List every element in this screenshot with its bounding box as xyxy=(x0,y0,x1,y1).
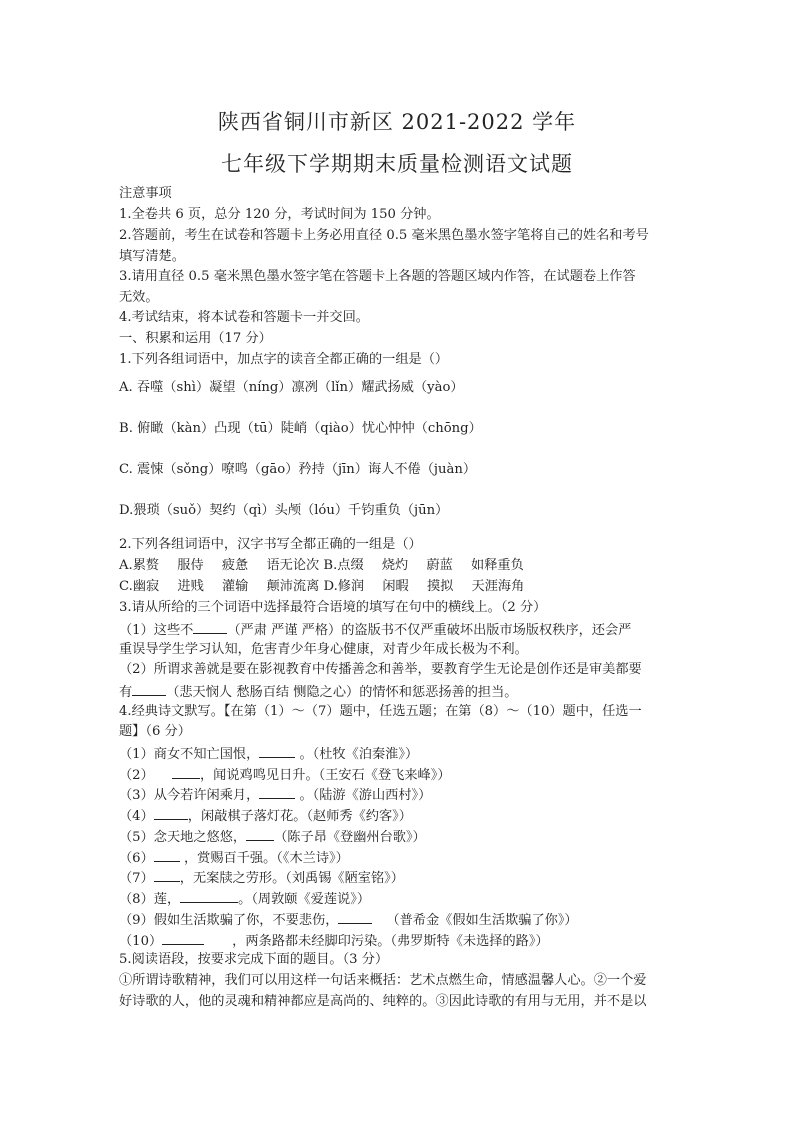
q3-text: （严肃 严谨 严格）的盗版书不仅严重破坏出版市场版权秩序，还会严 xyxy=(227,623,632,638)
note-4: 4.考试结束，将本试卷和答题卡一并交回。 xyxy=(119,310,369,325)
q2-word: 语无论次 B.点缀 xyxy=(266,558,364,573)
answer-blank[interactable] xyxy=(259,786,295,799)
q1-stem: 1.下列各组词语中，加点字的读音全都正确的一组是（） xyxy=(119,352,449,367)
answer-blank[interactable] xyxy=(154,807,188,820)
q4-item-7 xyxy=(119,869,404,887)
q4-text: （7） xyxy=(119,871,154,886)
q2-word: 进贱 xyxy=(177,579,204,594)
q2-word: A.累赘 xyxy=(119,558,160,573)
q4-item-6 xyxy=(119,849,349,867)
q3-part1b: 重误导学生学习认知，危害青少年身心健康，对青少年成长极为不利。 xyxy=(119,642,528,657)
q4-item-2 xyxy=(119,766,451,784)
answer-blank[interactable] xyxy=(154,869,180,882)
answer-blank[interactable] xyxy=(338,911,372,924)
q4-text: ，两条路都未经脚印污染。（弗罗斯特《未选择的路》） xyxy=(232,934,549,949)
q4-text: ，无案牍之劳形。（刘禹锡《陋室铭》） xyxy=(179,871,404,886)
q4-text: （普希金《假如生活欺骗了你》） xyxy=(386,913,578,928)
q2-word: 疲惫 xyxy=(221,558,249,573)
q4-text: （9）假如生活欺骗了你，不要悲伤， xyxy=(119,913,339,928)
q4-text: （4） xyxy=(119,809,154,824)
note-2a: 2.答题前，考生在试卷和答题卡上务必用直径 0.5 毫米黑色墨水签字笔将自己的姓名和考号 xyxy=(119,228,649,243)
q2-stem: 2.下列各组词语中，汉字书写全都正确的一组是（） xyxy=(119,537,422,552)
q5-passage-line1: ①所谓诗歌精神，我们可以用这样一句话来概括：艺术点燃生命，情感温馨人心。②一个爱 xyxy=(119,973,647,988)
q3-stem: 3.请从所给的三个词语中选择最符合语境的填写在句中的横线上。（2 分） xyxy=(119,600,547,615)
q2-word: 蔚蓝 xyxy=(426,558,453,573)
q4-stem-b: 题】（6 分） xyxy=(119,724,191,739)
q4-text: （5）念天地之悠悠， xyxy=(119,830,247,845)
q5-stem: 5.阅读语段，按要求完成下面的题目。（3 分） xyxy=(119,952,389,967)
answer-blank[interactable] xyxy=(172,766,200,779)
q2-row-cd xyxy=(119,579,538,595)
q4-text: 。（陆游《游山西村》） xyxy=(295,788,432,803)
q4-text: ，赏赐百千强。（《木兰诗》） xyxy=(179,851,349,866)
q3-text: 有 xyxy=(119,685,133,700)
answer-blank[interactable] xyxy=(180,890,238,903)
answer-blank[interactable] xyxy=(132,683,166,696)
q2-word: 天涯海角 xyxy=(471,579,525,594)
q4-text: （8）莲， xyxy=(119,892,181,907)
notes-heading: 注意事项 xyxy=(119,186,172,201)
q4-stem-a: 4.经典诗文默写。【在第（1）～（7）题中，任选五题；在第（8）～（10）题中，任选一 xyxy=(119,704,642,719)
q4-text: （6） xyxy=(119,851,154,866)
q3-text: （1）这些不 xyxy=(119,623,194,638)
q4-item-5 xyxy=(119,828,426,846)
exam-title-line2: 七年级下学期期末质量检测语文试题 xyxy=(221,152,573,176)
q2-word: 烧灼 xyxy=(381,558,409,573)
q2-word: 闲暇 xyxy=(382,579,409,594)
q4-item-1 xyxy=(119,745,418,763)
q1-option-b: B. 俯瞰（kàn）凸现（tū）陡峭（qiào）忧心忡忡（chōng） xyxy=(119,421,482,436)
q1-option-c: C. 震悚（sǒng）嘹鸣（gāo）矜持（jīn）诲人不倦（juàn） xyxy=(119,462,477,477)
note-2b: 填写清楚。 xyxy=(119,249,185,264)
q3-text: （悲天悯人 愁肠百结 恻隐之心）的情怀和惩恶扬善的担当。 xyxy=(166,685,518,700)
q4-text: （1）商女不知亡国恨， xyxy=(119,747,260,762)
q2-word: 灌输 xyxy=(221,579,249,594)
q4-item-10 xyxy=(119,932,549,950)
answer-blank[interactable] xyxy=(259,745,295,758)
section-heading: 一、积累和运用（17 分） xyxy=(119,331,272,346)
q3-part2a: （2）所谓求善就是要在影视教育中传播善念和善举，要教育学生无论是创作还是审美都要 xyxy=(119,662,642,677)
answer-blank[interactable] xyxy=(154,849,180,862)
q4-text: （10） xyxy=(119,934,163,949)
q2-word: 服侍 xyxy=(177,558,204,573)
q3-part2b xyxy=(119,683,517,701)
q2-row-ab xyxy=(119,558,538,574)
q2-word: 摸拟 xyxy=(426,579,454,594)
q4-item-4 xyxy=(119,807,412,825)
note-1: 1.全卷共 6 页，总分 120 分，考试时间为 150 分钟。 xyxy=(119,207,440,222)
q4-text: 。（杜牧《泊秦淮》） xyxy=(295,747,419,762)
q1-option-a: A. 吞噬（shì）凝望（níng）凛冽（lǐn）耀武扬威（yào） xyxy=(119,380,464,395)
q4-text: （2） xyxy=(119,768,158,783)
q4-text: 。（周敦颐《爱莲说》） xyxy=(238,892,371,907)
note-3a: 3.请用直径 0.5 毫米黑色墨水签字笔在答题卡上各题的答题区域内作答，在试题卷上作答 xyxy=(119,269,636,284)
q2-word: C.幽寂 xyxy=(119,579,160,594)
answer-blank[interactable] xyxy=(246,828,274,841)
exam-title-line1: 陕西省铜川市新区 2021-2022 学年 xyxy=(217,110,577,134)
q4-text: （3）从今若许闲乘月， xyxy=(119,788,260,803)
note-3b: 无效。 xyxy=(119,290,159,305)
q4-text: （陈子昂《登幽州台歌》） xyxy=(274,830,426,845)
q4-item-3 xyxy=(119,786,431,804)
answer-blank[interactable] xyxy=(193,621,227,634)
q4-text: ，闲敲棋子落灯花。（赵师秀《约客》） xyxy=(187,809,412,824)
q5-passage-line2: 好诗歌的人，他的灵魂和精神都应是高尚的、纯粹的。③因此诗歌的有用与无用，并不是以 xyxy=(119,994,647,1009)
q1-option-d: D.猥琐（suǒ）契约（qì）头颅（lóu）千钧重负（jūn） xyxy=(119,503,449,518)
q4-item-9 xyxy=(119,911,578,929)
q2-word: 颠沛流离 D.修润 xyxy=(266,579,365,594)
answer-blank[interactable] xyxy=(162,932,204,945)
q4-text: ，闻说鸡鸣见日升。（王安石《登飞来峰》） xyxy=(199,768,451,783)
q3-part1a xyxy=(119,621,631,639)
q4-item-8 xyxy=(119,890,370,908)
q2-word: 如释重负 xyxy=(471,558,524,573)
